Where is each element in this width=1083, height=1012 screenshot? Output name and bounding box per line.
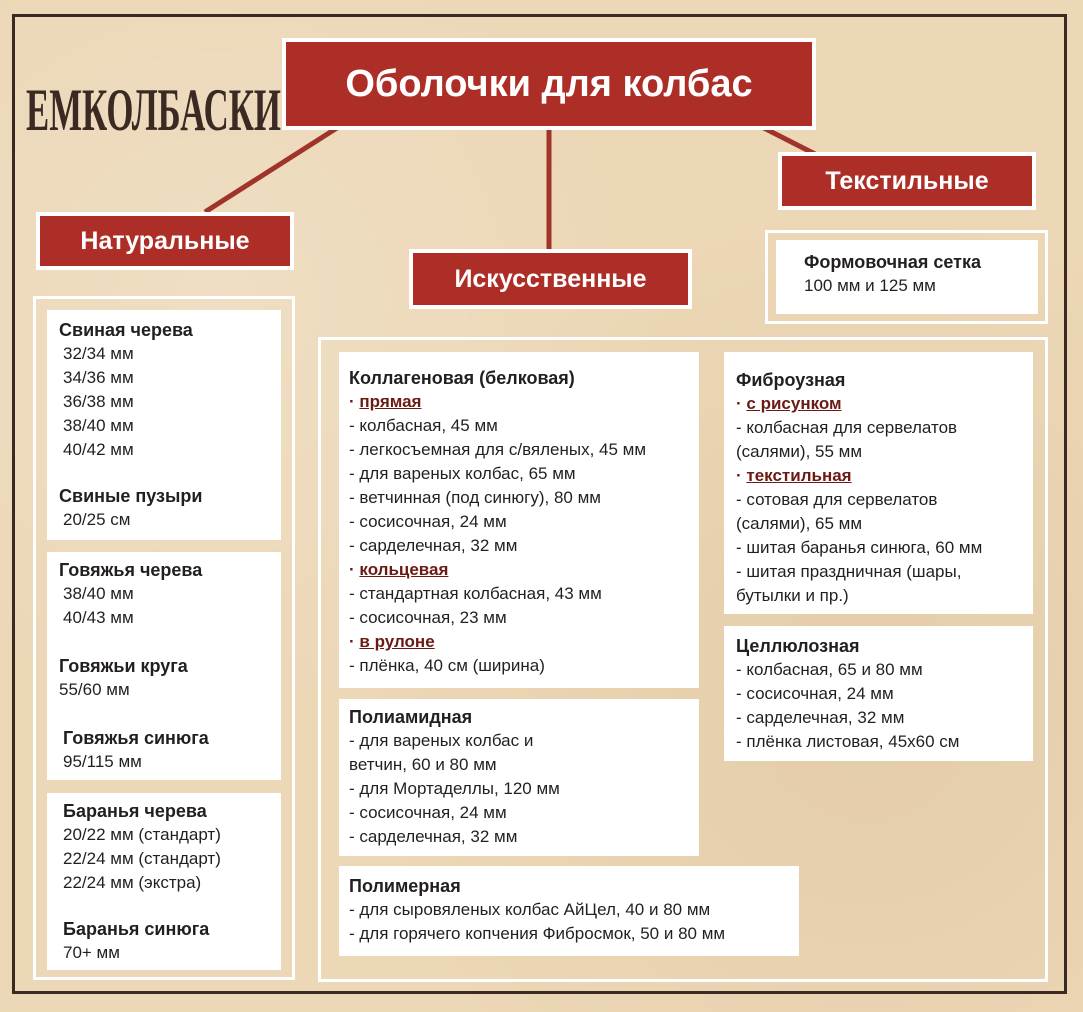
- card-title: Полимерная: [349, 876, 461, 896]
- card-item: - сотовая для сервелатов: [736, 490, 938, 509]
- card-item: 38/40 мм: [63, 416, 134, 435]
- card-title: Свиные пузыри: [59, 486, 203, 506]
- card-item: - колбасная для сервелатов: [736, 418, 958, 437]
- card-item: (салями), 55 мм: [736, 442, 863, 461]
- bullet: ·: [736, 394, 742, 413]
- card-item: 38/40 мм: [63, 584, 134, 603]
- card-item: - для горячего копчения Фибросмок, 50 и 80 мм: [349, 924, 726, 943]
- card-item: - сарделечная, 32 мм: [349, 536, 518, 555]
- card-item: - колбасная, 45 мм: [349, 416, 498, 435]
- card-item: - для вареных колбас, 65 мм: [349, 464, 576, 483]
- card-item: 22/24 мм (экстра): [63, 873, 202, 892]
- card-item: (салями), 65 мм: [736, 514, 863, 533]
- card-title: Баранья черева: [63, 801, 207, 821]
- card-item: 36/38 мм: [63, 392, 134, 411]
- card-title: Целлюлозная: [736, 636, 860, 656]
- page-title: Оболочки для колбас: [282, 38, 816, 130]
- card-item: - для вареных колбас и: [349, 731, 534, 750]
- bullet: ·: [349, 392, 355, 411]
- card-item: - сарделечная, 32 мм: [349, 827, 518, 846]
- card-natural-pork: [47, 310, 281, 540]
- card-item: - легкосъемная для с/вяленых, 45 мм: [349, 440, 647, 459]
- card-item: 95/115 мм: [63, 752, 142, 771]
- card-fibrous: [724, 352, 1033, 614]
- subheading: текстильная: [746, 466, 852, 485]
- card-item: - сосисочная, 23 мм: [349, 608, 507, 627]
- card-item: - плёнка, 40 см (ширина): [349, 656, 545, 675]
- card-item: - шитая праздничная (шары,: [736, 562, 962, 581]
- card-textile-net: [776, 240, 1038, 314]
- bullet: ·: [736, 466, 742, 485]
- brand-logo-text: ЕМКОЛБАСКИ: [26, 77, 281, 143]
- card-item: 20/22 мм (стандарт): [63, 825, 221, 844]
- subheading: кольцевая: [359, 560, 449, 579]
- card-polymer: [339, 866, 799, 956]
- card-item: бутылки и пр.): [736, 586, 849, 605]
- card-item: - сосисочная, 24 мм: [736, 684, 894, 703]
- card-item: 40/42 мм: [63, 440, 134, 459]
- card-title: Полиамидная: [349, 707, 473, 727]
- card-item: 34/36 мм: [63, 368, 134, 387]
- card-item: - для сыровяленых колбас АйЦел, 40 и 80 мм: [349, 900, 711, 919]
- card-item: - колбасная, 65 и 80 мм: [736, 660, 923, 679]
- card-title: Коллагеновая (белковая): [349, 368, 575, 388]
- category-textile: Текстильные: [778, 152, 1036, 210]
- category-artificial: Искусственные: [409, 249, 692, 309]
- card-polyamide: [339, 699, 699, 856]
- card-item: - шитая баранья синюга, 60 мм: [736, 538, 983, 557]
- card-item: - стандартная колбасная, 43 мм: [349, 584, 602, 603]
- card-natural-beef: [47, 552, 281, 780]
- card-item: 40/43 мм: [63, 608, 134, 627]
- card-item: - сосисочная, 24 мм: [349, 512, 507, 531]
- card-item: - плёнка листовая, 45х60 см: [736, 732, 960, 751]
- category-natural: Натуральные: [36, 212, 294, 270]
- card-item: - для Мортаделлы, 120 мм: [349, 779, 560, 798]
- card-title: Говяжья черева: [59, 560, 203, 580]
- card-item: - сосисочная, 24 мм: [349, 803, 507, 822]
- connector-natural: [205, 126, 340, 212]
- card-natural-lamb: [47, 793, 281, 970]
- card-item: 20/25 см: [63, 510, 131, 529]
- card-item: 55/60 мм: [59, 680, 130, 699]
- card-item: 100 мм и 125 мм: [804, 276, 936, 295]
- card-title: Баранья синюга: [63, 919, 210, 939]
- subheading: с рисунком: [746, 394, 842, 413]
- bullet: ·: [349, 632, 355, 651]
- card-title: Формовочная сетка: [804, 252, 982, 272]
- card-title: Говяжьи круга: [59, 656, 188, 676]
- card-item: - ветчинная (под синюгу), 80 мм: [349, 488, 601, 507]
- card-cellulose: [724, 626, 1033, 761]
- card-item: 22/24 мм (стандарт): [63, 849, 221, 868]
- subheading: в рулоне: [359, 632, 435, 651]
- card-title: Говяжья синюга: [63, 728, 209, 748]
- card-item: - сарделечная, 32 мм: [736, 708, 905, 727]
- card-collagen: [339, 352, 699, 688]
- subheading: прямая: [359, 392, 422, 411]
- card-item: ветчин, 60 и 80 мм: [349, 755, 497, 774]
- card-title: Фиброузная: [736, 370, 846, 390]
- card-item: 70+ мм: [63, 943, 120, 962]
- card-item: 32/34 мм: [63, 344, 134, 363]
- bullet: ·: [349, 560, 355, 579]
- card-title: Свиная черева: [59, 320, 193, 340]
